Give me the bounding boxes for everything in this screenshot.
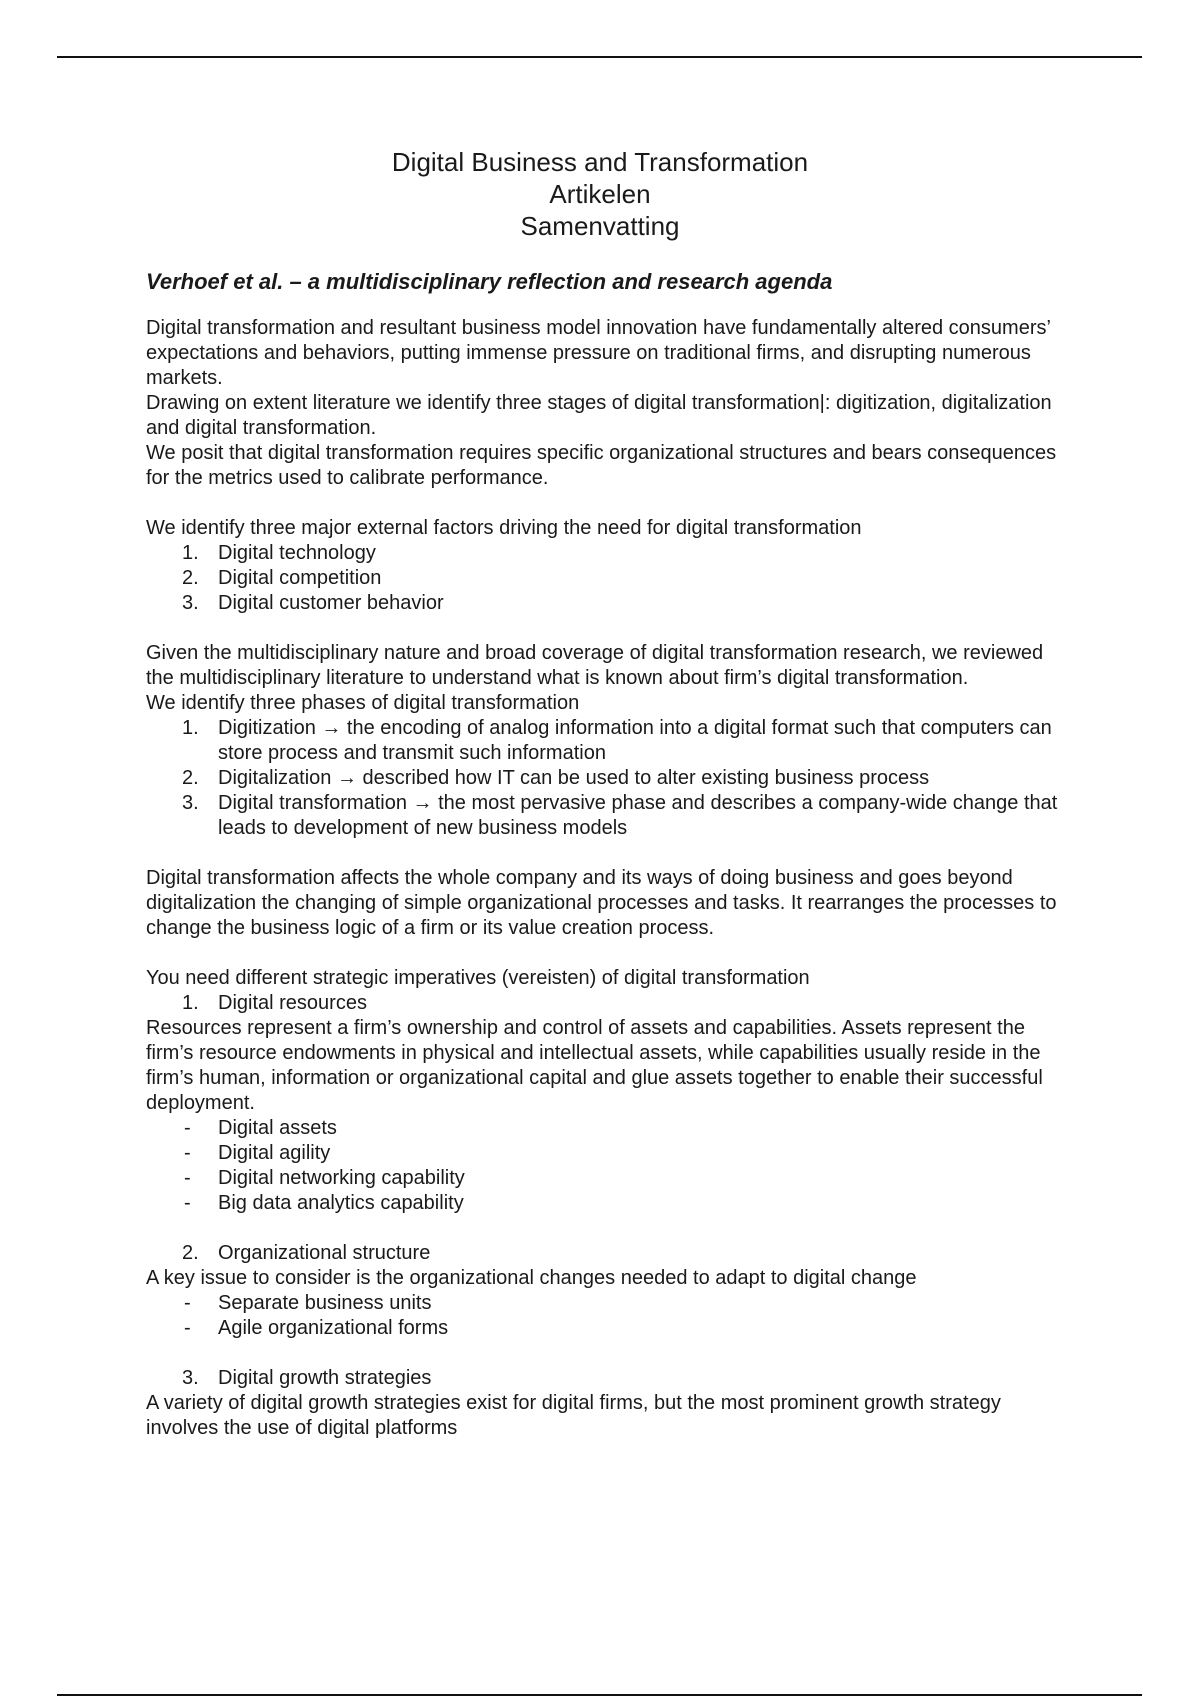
list-item: 3. Digital transformation → the most pervasive phase and describes a company-wide change that leads to development of new business models bbox=[182, 792, 1058, 839]
document-title bbox=[146, 146, 1054, 242]
structure-paragraph: A key issue to consider is the organizational changes needed to adapt to digital change bbox=[146, 1267, 917, 1289]
list-item: - Digital assets bbox=[184, 1117, 337, 1139]
intro-paragraph-2: Drawing on extent literature we identify three stages of digital transformation|: digitization, digitalization and digital transformation. bbox=[146, 392, 1052, 439]
list-item: 1. Digital technology bbox=[182, 542, 376, 564]
imperative-3 bbox=[146, 1366, 1066, 1391]
growth-paragraph: A variety of digital growth strategies exist for digital firms, but the most prominent growth strategy involves the use of digital platforms bbox=[146, 1392, 1001, 1439]
title-line-2: Artikelen bbox=[549, 179, 651, 209]
title-line-1: Digital Business and Transformation bbox=[391, 147, 809, 177]
list-item: - Separate business units bbox=[184, 1292, 432, 1314]
list-item: - Agile organizational forms bbox=[184, 1317, 449, 1339]
top-rule bbox=[57, 56, 1142, 58]
list-item: 1. Digital resources bbox=[182, 992, 367, 1014]
factors-lead: We identify three major external factors driving the need for digital transformation bbox=[146, 517, 862, 539]
list-item: 2. Digital competition bbox=[182, 567, 382, 589]
phases-paragraph: Given the multidisciplinary nature and broad coverage of digital transformation research, we reviewed the multidisciplinary literature to understand what is known about firm’s digital transformation. bbox=[146, 642, 1044, 689]
list-item: 3. Digital customer behavior bbox=[182, 592, 444, 614]
resources-bullets bbox=[146, 1116, 1066, 1216]
list-item: 2. Organizational structure bbox=[182, 1242, 431, 1264]
list-item: - Digital networking capability bbox=[184, 1167, 465, 1189]
factors-list bbox=[146, 541, 1066, 616]
affects-paragraph: Digital transformation affects the whole company and its ways of doing business and goes beyond digitalization the changing of simple organizational processes and tasks. It rearranges the processes to change the business logic of a firm or its value creation process. bbox=[146, 867, 1057, 939]
imperative-1 bbox=[146, 991, 1066, 1016]
list-item: - Digital agility bbox=[184, 1142, 331, 1164]
phases-lead: We identify three phases of digital transformation bbox=[146, 692, 580, 714]
list-item: - Big data analytics capability bbox=[184, 1192, 464, 1214]
structure-bullets bbox=[146, 1291, 1066, 1341]
bottom-rule bbox=[57, 1694, 1142, 1696]
imperative-2 bbox=[146, 1241, 1066, 1266]
list-item: 1. Digitization → the encoding of analog information into a digital format such that computers can store process and transmit such information bbox=[182, 717, 1052, 764]
intro-paragraph-1: Digital transformation and resultant business model innovation have fundamentally altered consumers’ expectations and behaviors, putting immense pressure on traditional firms, and disrupting numerous markets. bbox=[146, 317, 1051, 389]
document-body bbox=[146, 146, 1066, 1441]
resources-paragraph: Resources represent a firm’s ownership and control of assets and capabilities. Assets represent the firm’s resource endowments in physical and intellectual assets, while capabilities usually reside in the firm’s human, information or organizational capital and glue assets together to enable their successful deployment. bbox=[146, 1017, 1043, 1114]
article-heading: Verhoef et al. – a multidisciplinary reflection and research agenda bbox=[146, 269, 833, 294]
imperatives-lead: You need different strategic imperatives (vereisten) of digital transformation bbox=[146, 967, 810, 989]
list-item: 2. Digitalization → described how IT can be used to alter existing business process bbox=[182, 767, 930, 789]
phases-list bbox=[146, 716, 1066, 841]
intro-paragraph-3: We posit that digital transformation requires specific organizational structures and bears consequences for the metrics used to calibrate performance. bbox=[146, 442, 1057, 489]
list-item: 3. Digital growth strategies bbox=[182, 1367, 432, 1389]
title-line-3: Samenvatting bbox=[520, 211, 680, 241]
